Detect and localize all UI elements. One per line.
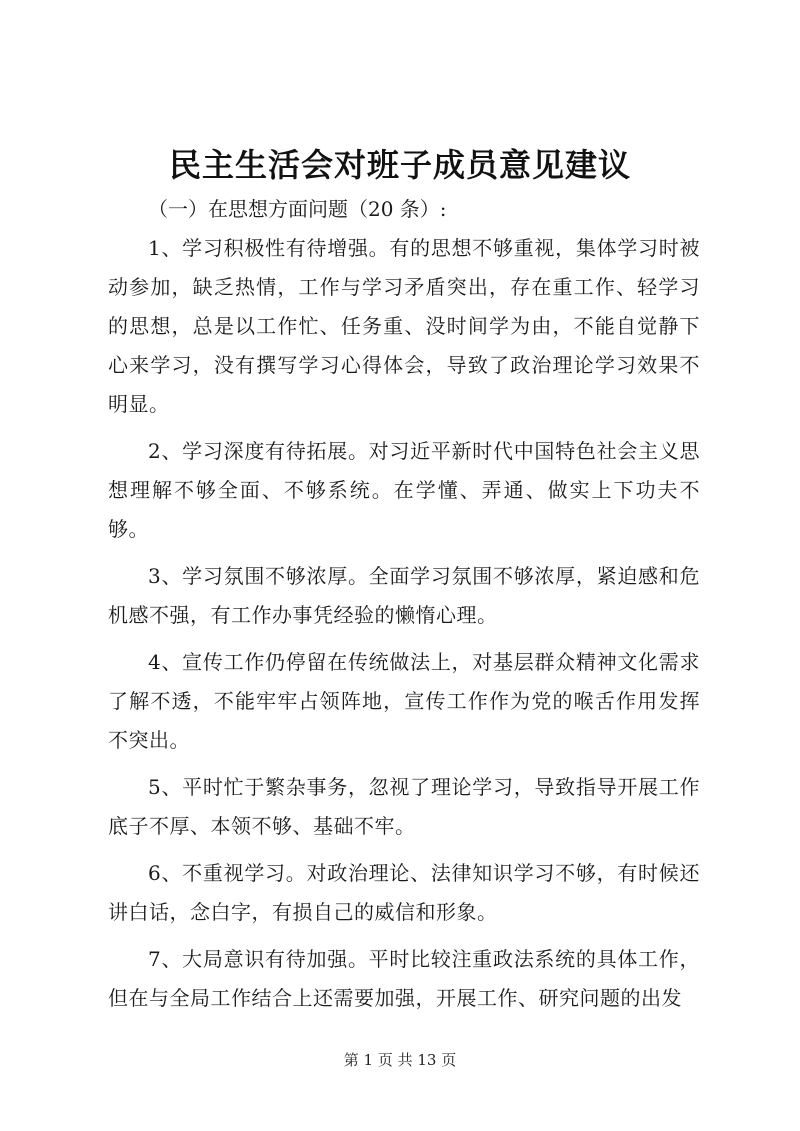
paragraph-item-7: 7、大局意识有待加强。平时比较注重政法系统的具体工作，但在与全局工作结合上还需要加强，开展工作、研究问题的出发 <box>108 947 700 1010</box>
paragraph-item-2: 2、学习深度有待拓展。对习近平新时代中国特色社会主义思想理解不够全面、不够系统。在学懂、弄通、做实上下功夫不够。 <box>108 439 700 541</box>
paragraph-item-1: 1、学习积极性有待增强。有的思想不够重视，集体学习时被动参加，缺乏热情，工作与学习矛盾突出，存在重工作、轻学习的思想，总是以工作忙、任务重、没时间学为由，不能自觉静下心来学习，没有撰写学习心得体会，导致了政治理论学习效果不明显。 <box>108 236 700 416</box>
paragraph-item-5: 5、平时忙于繁杂事务，忽视了理论学习，导致指导开展工作底子不厚、本领不够、基础不牢。 <box>108 775 700 838</box>
paragraph-item-6: 6、不重视学习。对政治理论、法律知识学习不够，有时候还讲白话，念白字，有损自己的威信和形象。 <box>108 861 700 924</box>
document-body <box>108 190 700 1018</box>
section-heading: （一）在思想方面问题（20 条）: <box>148 197 447 221</box>
page-footer: 第 1 页 共 13 页 <box>343 1051 457 1069</box>
paragraph-item-3: 3、学习氛围不够浓厚。全面学习氛围不够浓厚，紧迫感和危机感不强，有工作办事凭经验的懒惰心理。 <box>108 564 700 627</box>
paragraph-item-4: 4、宣传工作仍停留在传统做法上，对基层群众精神文化需求了解不透，不能牢牢占领阵地，宣传工作作为党的喉舌作用发挥不突出。 <box>108 650 700 752</box>
document-title: 民主生活会对班子成员意见建议 <box>168 146 631 184</box>
